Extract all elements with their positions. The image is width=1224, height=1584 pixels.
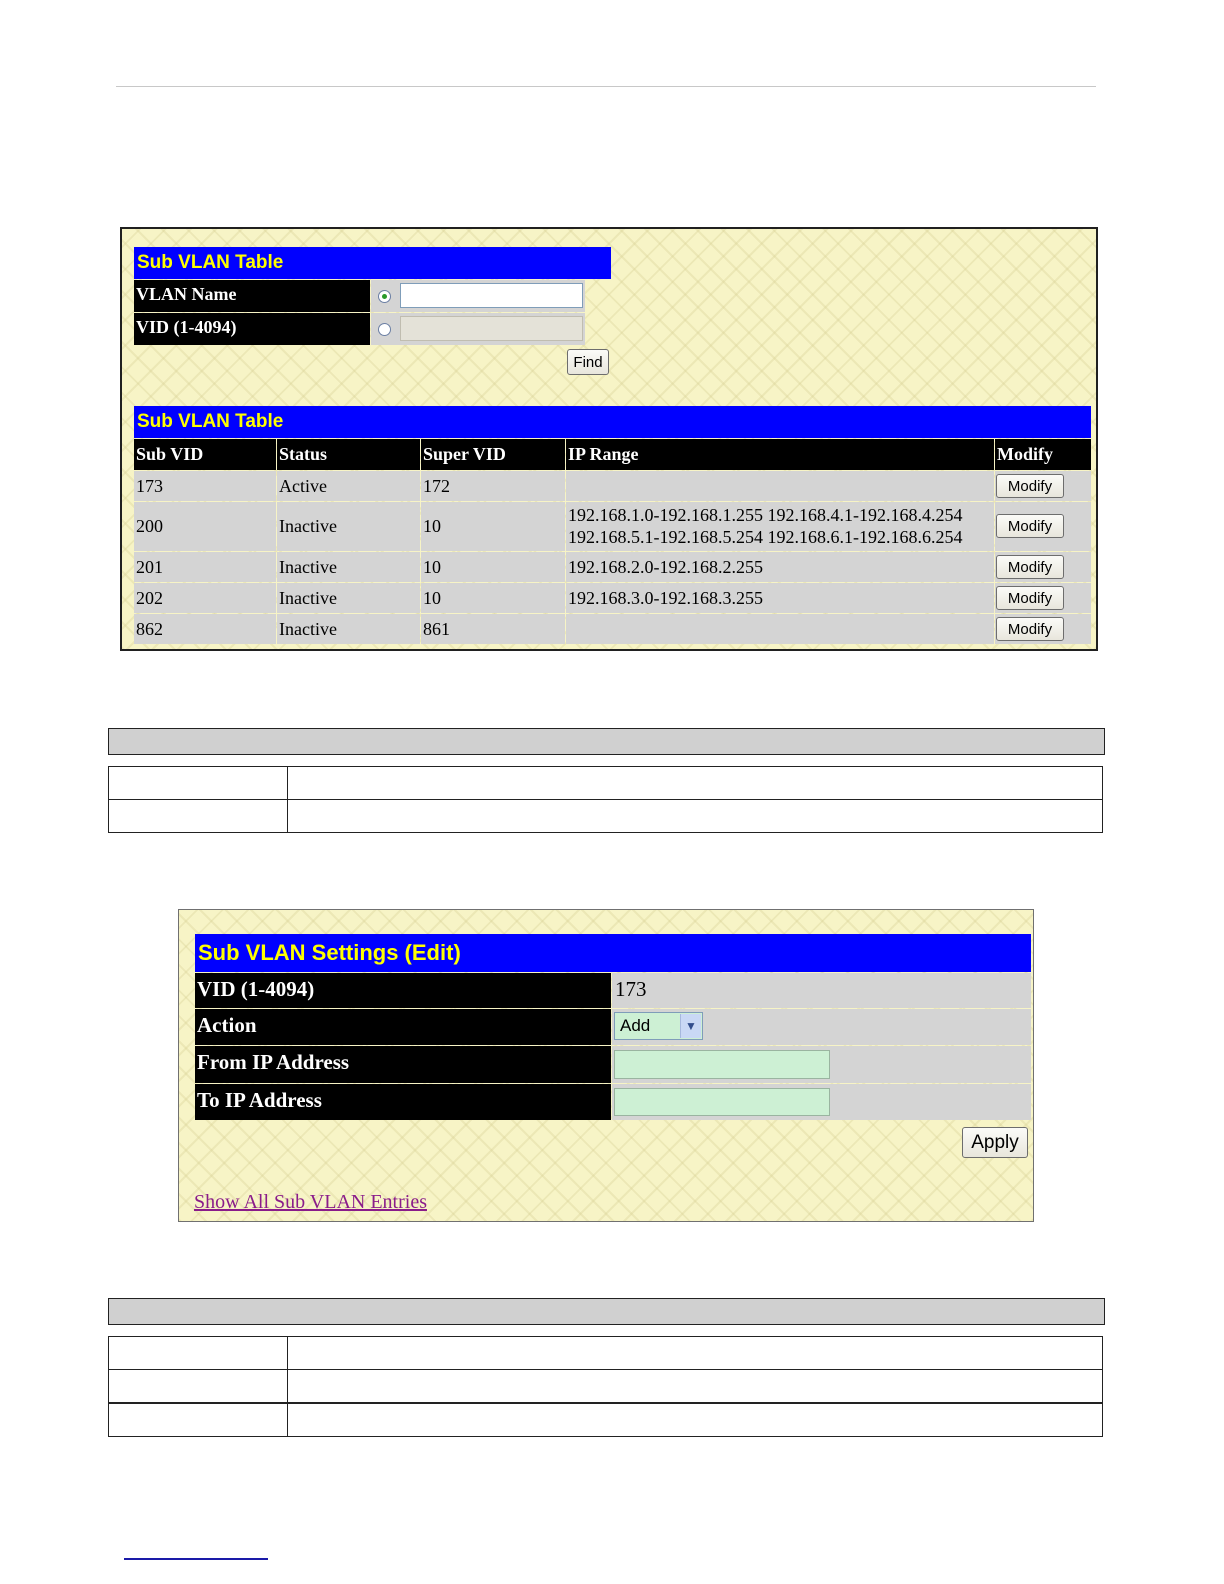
from-ip-input[interactable]: [614, 1050, 830, 1079]
show-all-sub-vlan-entries-link[interactable]: Show All Sub VLAN Entries: [194, 1191, 427, 1213]
ip-range-cell: [566, 583, 994, 613]
vid-input[interactable]: [400, 316, 583, 341]
apply-button[interactable]: Apply: [962, 1127, 1028, 1158]
header-rule: [116, 86, 1096, 87]
status-cell: Active: [277, 471, 420, 501]
settings-title: Sub VLAN Settings (Edit): [195, 934, 1031, 972]
description-row: [108, 1369, 1103, 1403]
parameter-cell: [109, 767, 288, 799]
modify-button[interactable]: Modify: [996, 586, 1064, 610]
vlan-name-label: VLAN Name: [134, 280, 370, 312]
description-table-header: [108, 728, 1105, 755]
description-row: [108, 1336, 1103, 1370]
vlan-name-radio[interactable]: [378, 290, 391, 303]
action-select[interactable]: [614, 1012, 703, 1040]
description-row: [108, 1403, 1103, 1437]
modify-button[interactable]: Modify: [996, 474, 1064, 498]
ip-range-line: 192.168.3.0-192.168.3.255: [568, 588, 763, 608]
super-vid-cell: 10: [421, 552, 565, 582]
super-vid-cell: 10: [421, 502, 565, 551]
vlan-name-input[interactable]: [400, 283, 583, 308]
vid-label: VID (1-4094): [195, 973, 611, 1008]
col-ip-range: IP Range: [566, 439, 994, 470]
col-modify: Modify: [995, 439, 1091, 470]
parameter-cell: [109, 800, 288, 832]
modify-cell: [995, 614, 1091, 644]
from-ip-label: From IP Address: [195, 1046, 611, 1083]
ip-range-cell: [566, 471, 994, 501]
status-cell: Inactive: [277, 583, 420, 613]
footer-link-underline: [124, 1558, 268, 1560]
find-button[interactable]: Find: [567, 349, 609, 375]
description-cell: [288, 767, 1102, 799]
super-vid-cell: 172: [421, 471, 565, 501]
description-cell: [288, 1404, 1102, 1436]
vid-label: VID (1-4094): [134, 313, 370, 345]
to-ip-cell: [612, 1084, 1031, 1120]
status-cell: Inactive: [277, 552, 420, 582]
sub-vid-cell: 200: [134, 502, 276, 551]
super-vid-cell: 10: [421, 583, 565, 613]
ip-range-cell: [566, 502, 994, 551]
action-cell: [612, 1009, 1031, 1045]
modify-cell: [995, 502, 1091, 551]
description-cell: [288, 1337, 1102, 1369]
col-super-vid: Super VID: [421, 439, 565, 470]
parameter-cell: [109, 1404, 288, 1436]
col-sub-vid: Sub VID: [134, 439, 276, 470]
parameter-cell: [109, 1337, 288, 1369]
description-row: [108, 799, 1103, 833]
find-panel-title: Sub VLAN Table: [134, 247, 611, 279]
modify-cell: [995, 552, 1091, 582]
modify-cell: [995, 471, 1091, 501]
description-cell: [288, 800, 1102, 832]
vlan-name-cell: [371, 280, 585, 312]
status-cell: Inactive: [277, 614, 420, 644]
vid-value: 173: [612, 973, 1031, 1008]
description-cell: [288, 1370, 1102, 1402]
sub-vlan-table-title: Sub VLAN Table: [134, 406, 1091, 438]
to-ip-label: To IP Address: [195, 1084, 611, 1120]
action-label: Action: [195, 1009, 611, 1045]
ip-range-line: 192.168.2.0-192.168.2.255: [568, 557, 763, 577]
vid-cell: [371, 313, 585, 345]
description-table-header: [108, 1298, 1105, 1325]
sub-vid-cell: 173: [134, 471, 276, 501]
to-ip-input[interactable]: [614, 1088, 830, 1116]
super-vid-cell: 861: [421, 614, 565, 644]
chevron-down-icon[interactable]: ▼: [680, 1014, 701, 1038]
modify-cell: [995, 583, 1091, 613]
sub-vid-cell: 201: [134, 552, 276, 582]
modify-button[interactable]: Modify: [996, 555, 1064, 579]
action-select-value: Add: [620, 1016, 651, 1035]
ip-range-cell: [566, 614, 994, 644]
status-cell: Inactive: [277, 502, 420, 551]
from-ip-cell: [612, 1046, 1031, 1083]
parameter-cell: [109, 1370, 288, 1402]
sub-vid-cell: 202: [134, 583, 276, 613]
ip-range-line: 192.168.1.0-192.168.1.255 192.168.4.1-192.168.4.254: [568, 505, 963, 525]
sub-vlan-table-panel: [120, 227, 1098, 651]
ip-range-line: 192.168.5.1-192.168.5.254 192.168.6.1-192.168.6.254: [568, 527, 963, 547]
ip-range-cell: [566, 552, 994, 582]
modify-button[interactable]: Modify: [996, 514, 1064, 538]
description-row: [108, 766, 1103, 800]
col-status: Status: [277, 439, 420, 470]
sub-vlan-settings-panel: [178, 909, 1034, 1222]
modify-button[interactable]: Modify: [996, 617, 1064, 641]
sub-vid-cell: 862: [134, 614, 276, 644]
vid-radio[interactable]: [378, 323, 391, 336]
